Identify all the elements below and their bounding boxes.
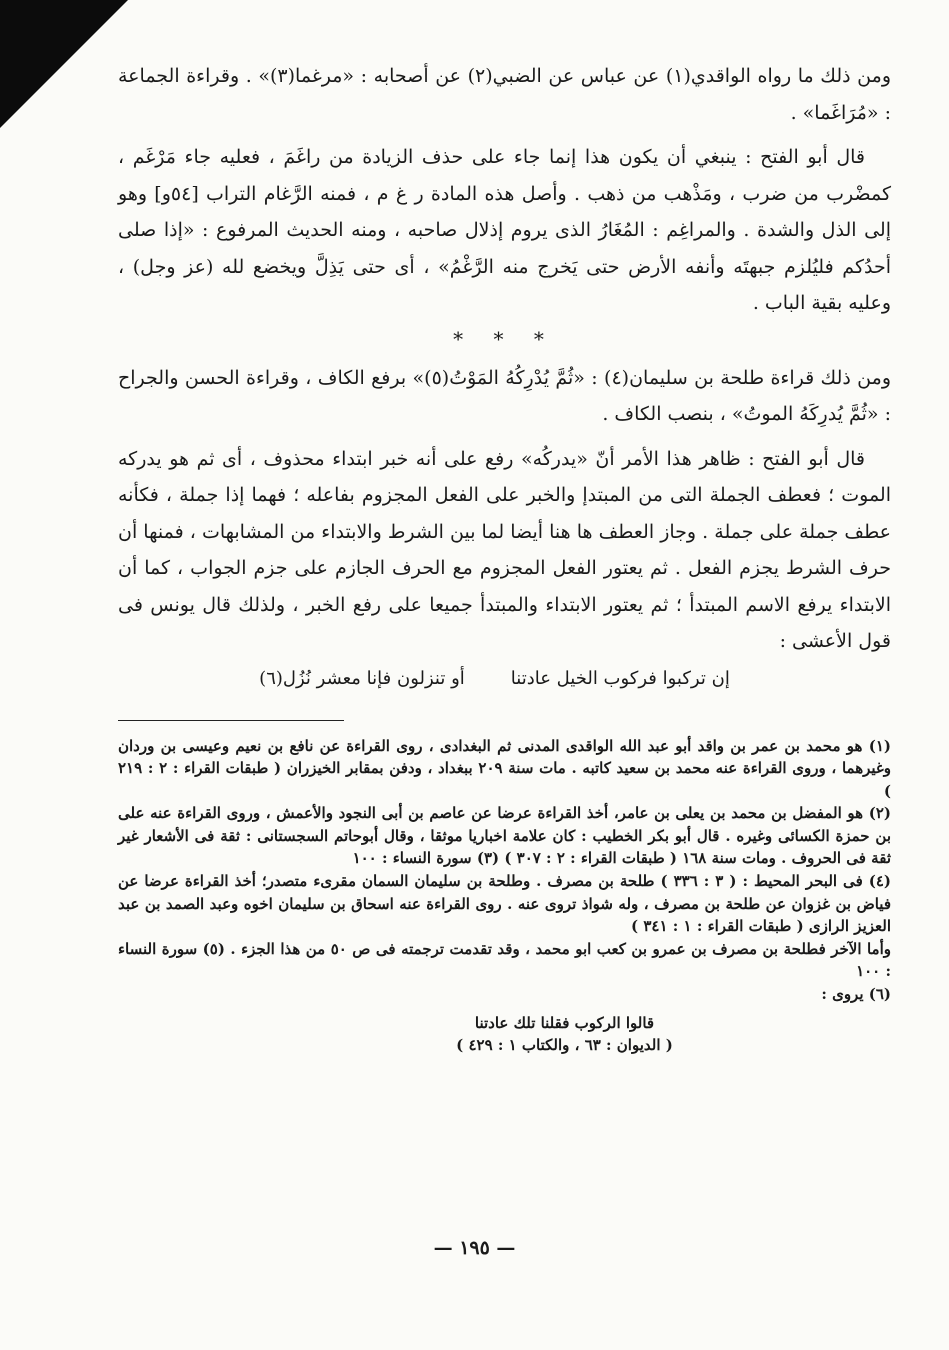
footnote-6: (٦) يروى :	[821, 985, 891, 1004]
footnote-4: (٤) فى البحر المحيط : ( ٣ : ٣٣٦ ) طلحة بن مصرف . وطلحة بن سليمان السمان مقرىء متصدر؛ أخذ القراءة عرضا عن فياض بن غزوان عن طلحة بن مصرف ، وله شواذ تروى عنه . روى القراءة عنه اسحاق بن سليمان اخوه وعبد الصمد بن عبد العزيز الرازى ( طبقات القراء : ١ : ٣٤١ )	[118, 872, 891, 936]
document-page	[118, 58, 891, 1057]
main-text	[118, 58, 891, 696]
footnote-divider	[118, 720, 344, 721]
poem-verse	[118, 662, 891, 696]
footnote-6-quote: قالوا الركوب فقلنا تلك عادتنا	[474, 1013, 655, 1032]
footnote-1: (١) هو محمد بن عمر بن واقد أبو عبد الله الواقدى المدنى ثم البغدادى ، روى القراءة عن نافع بن نعيم وعيسى بن وردان وغيرهما ، وروى القراءة عنه محمد بن سعيد كاتبه . مات سنة ٢٠٩ ببغداد ، ودفن بمقابر الخيزران ( طبقات القراء : ٢ : ٢١٩ )	[118, 736, 892, 800]
paragraph-2: قال أبو الفتح : ينبغي أن يكون هذا إنما جاء على حذف الزيادة من راغَمَ ، فعليه جاء مَرْغَم ، كمضْرب من ضرب ، ومَذْهب من ذهب . وأصل هذه المادة ر غ م ، فمنه الرَّغام التراب [٥٤و] وهو إلى الذل والشدة . والمراغِم : المُغَارُ الذى يروم إذلال صاحبه ، ومنه الحديث المرفوع : «إذا صلى أحدُكم فليُلزم جبهتَه وأنفه الأرض حتى يَخرج منه الرَّغْمُ» ، أى حتى يَذِلَّ ويخضع لله (عز وجل) ، وعليه بقية الباب .	[118, 146, 891, 314]
section-separator: * * *	[453, 326, 556, 351]
footnotes	[118, 735, 891, 1057]
page-number: — ١٩٥ —	[433, 1237, 516, 1259]
footnote-2-3: (٢) هو المفضل بن محمد بن يعلى بن عامر، أخذ القراءة عرضا عن عاصم بن أبى النجود والأعمش ، وروى القراءة عنه على بن حمزة الكسائى وغيره . قال أبو بكر الخطيب : كان علامة اخباريا موثقا ، وقال أبوحاتم السجستانى : ثقة فى الأشعار غير ثقة فى الحروف . ومات سنة ١٦٨ ( طبقات القراء : ٢ : ٣٠٧ ) (٣) سورة النساء : ١٠٠	[118, 804, 891, 868]
footnote-6-source: ( الديوان : ٦٣ ، والكتاب ١ : ٤٢٩ )	[456, 1036, 673, 1055]
paragraph-4: قال أبو الفتح : ظاهر هذا الأمر أنّ «يدركُه» رفع على أنه خبر ابتداء محذوف ، أى ثم هو يدركه الموت ؛ فعطف الجملة التى من المبتدإ والخبر على الفعل المجزوم بفاعله ؛ فهما إذا جملة ، فكأنه عطف جملة على جملة . وجاز العطف ها هنا أيضا لما بين الشرط والابتداء من المشابهات ، فمنها أن حرف الشرط يجزم الفعل . ثم يعتور الفعل المجزوم مع الحرف الجازم على جزم الجواب ، كما أن الابتداء يرفع الاسم المبتدأ ؛ ثم يعتور الابتداء والمبتدأ جميعا على رفع الخبر ، ولذلك قال يونس فى قول الأعشى :	[118, 447, 891, 652]
page-corner-mark	[0, 0, 128, 128]
verse-second-hemistich: أو تنزلون فإنا معشر نُزُل(٦)	[259, 667, 465, 689]
paragraph-3: ومن ذلك قراءة طلحة بن سليمان(٤) : «ثُمَّ يُدْرِكُهُ المَوْتُ(٥)» برفع الكاف ، وقراءة الحسن والجراح : «ثُمَّ يُدرِكَهُ الموتُ» ، بنصب الكاف .	[118, 366, 891, 425]
paragraph-1: ومن ذلك ما رواه الواقدي(١) عن عباس عن الضبي(٢) عن أصحابه : «مرغما(٣)» . وقراءة الجماعة : «مُرَاغَما» .	[118, 65, 891, 124]
verse-first-hemistich: إن تركبوا فركوب الخيل عادتنا	[510, 667, 730, 689]
footnote-4-cont-5: وأما الآخر فطلحة بن مصرف بن عمرو بن كعب ابو محمد ، وقد تقدمت ترجمته فى ص ٥٠ من هذا الجزء . (٥) سورة النساء : ١٠٠	[118, 939, 892, 981]
